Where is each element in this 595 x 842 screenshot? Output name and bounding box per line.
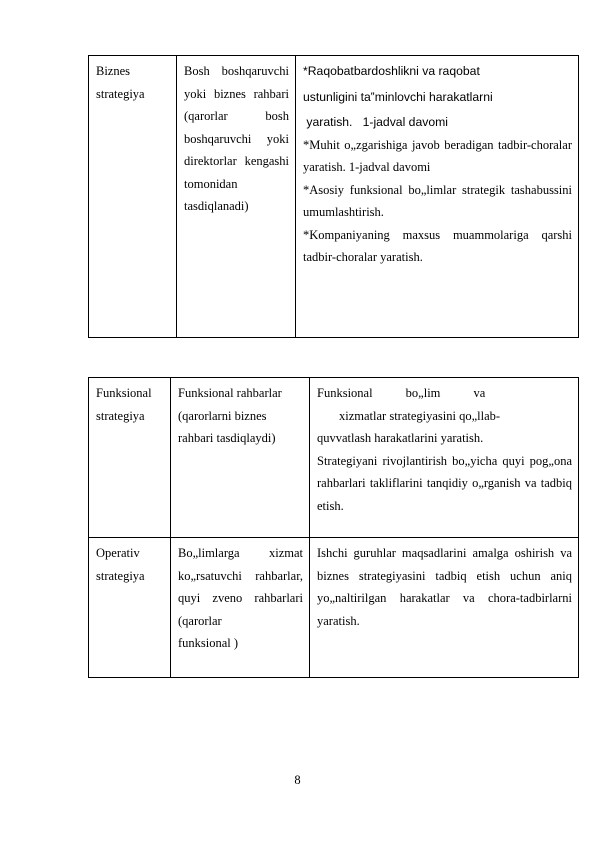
cell-line: Funksional bo„lim va bbox=[317, 386, 486, 400]
actions-cell bbox=[296, 56, 579, 338]
decision-maker-cell bbox=[171, 538, 310, 678]
cell-line: ustunligini ta‟minlovchi harakatlarni bbox=[303, 89, 493, 104]
cell-line: Operativ bbox=[96, 546, 140, 560]
cell-paragraph: *Muhit o„zgarishiga javob beradigan tadbir-choralar yaratish. 1-jadval davomi bbox=[303, 137, 572, 174]
cell-line: Funksional bbox=[96, 386, 152, 400]
level-cell bbox=[89, 56, 177, 338]
table-row bbox=[89, 378, 579, 538]
actions-cell bbox=[310, 538, 579, 678]
cell-paragraph: Bo„limlarga xizmat ko„rsatuvchi rahbarlar, quyi zveno rahbarlari (qarorlar bbox=[178, 546, 303, 628]
actions-cell bbox=[310, 378, 579, 538]
cell-line: yaratish. 1-jadval davomi bbox=[303, 115, 448, 129]
table-row bbox=[89, 56, 579, 338]
cell-line: strategiya bbox=[96, 86, 145, 101]
level-cell bbox=[89, 538, 171, 678]
cell-line: *Raqobatbardoshlikni va raqobat bbox=[303, 64, 480, 78]
table-row bbox=[89, 538, 579, 678]
cell-paragraph: *Kompaniyaning maxsus muammolariga qarshi tadbir-choralar yaratish. bbox=[303, 227, 572, 264]
cell-line: rahbari tasdiqlaydi) bbox=[178, 431, 276, 445]
cell-line: (qarorlarni biznes bbox=[178, 408, 267, 423]
cell-paragraph: Strategiyani rivojlantirish bo„yicha quyi pog„ona rahbarlari takliflarini tanqidiy o„rganish va tadbiq etish. bbox=[317, 453, 572, 513]
cell-paragraph: *Asosiy funksional bo„limlar strategik tashabussini umumlashtirish. bbox=[303, 182, 572, 219]
decision-maker-cell bbox=[171, 378, 310, 538]
level-cell bbox=[89, 378, 171, 538]
cell-line: Biznes bbox=[96, 64, 131, 78]
cell-paragraph: Ishchi guruhlar maqsadlarini amalga oshirish va biznes strategiyasini tadbiq etish uchun aniq yo„naltirilgan harakatlar va chora-tadbirlarni yaratish. bbox=[317, 546, 572, 628]
cell-line: strategiya bbox=[96, 568, 145, 583]
cell-line: Funksional rahbarlar bbox=[178, 386, 282, 400]
cell-line: xizmatlar strategiyasini qo„llab- bbox=[339, 408, 501, 423]
strategy-table-1 bbox=[88, 55, 579, 338]
strategy-table-2 bbox=[88, 377, 579, 678]
cell-line: strategiya bbox=[96, 408, 145, 423]
page-number: 8 bbox=[294, 773, 301, 787]
cell-text: Bosh boshqaruvchi yoki biznes rahbari (qarorlar bosh boshqaruvchi yoki direktorlar kengashi tomonidan tasdiqlanadi) bbox=[184, 64, 289, 213]
cell-line: quvvatlash harakatlarini yaratish. bbox=[317, 431, 484, 445]
decision-maker-cell bbox=[177, 56, 296, 338]
cell-line: funksional ) bbox=[178, 636, 239, 650]
